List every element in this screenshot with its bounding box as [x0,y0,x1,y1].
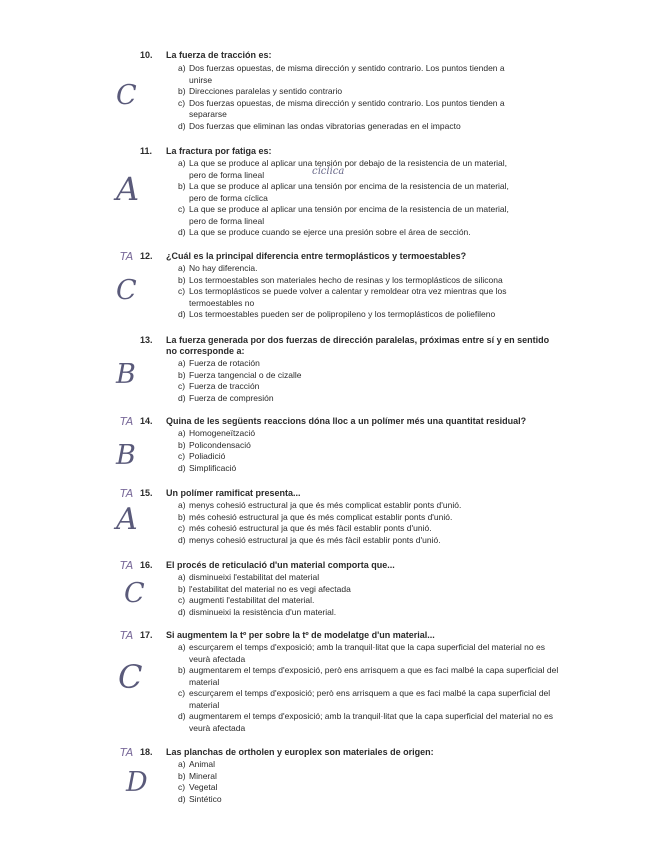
handwritten-answer: A [116,502,138,537]
margin-mark: TA [120,250,134,263]
question-number: 16. [140,560,153,570]
option-a: a) Animal [178,759,215,769]
options-list [178,572,528,618]
option-b: b) Policondensació [178,439,251,450]
option-c: c) Los termoplásticos se puede volver a calentar y remoldear otra vez mientras que los termoestables no [178,286,507,308]
question-number: 11. [140,146,153,156]
option-d: d) La que se produce cuando se ejerce una presión sobre el área de sección. [178,227,471,237]
handwritten-answer: A [116,170,140,208]
handwritten-answer: B [116,440,136,471]
margin-mark: TA [120,746,134,759]
question-number: 14. [140,416,153,426]
handwritten-answer: C [118,658,143,696]
question-number: 17. [140,630,153,640]
option-c: c) més cohesió estructural ja que és més fàcil establir ponts d'unió. [178,523,432,533]
handwritten-answer: C [124,578,145,609]
question-number: 15. [140,488,153,498]
question-number: 10. [140,50,153,60]
handwritten-answer: B [116,359,136,390]
option-b: b) Fuerza tangencial o de cizalle [178,369,302,380]
option-b: b) augmentarem el temps d'exposició, però ens arrisquem a que es faci malbé la capa superficial del material [178,665,559,687]
option-a: a) Fuerza de rotación [178,358,260,368]
option-c: c) La que se produce al aplicar una tensión por encima de la resistencia de un material, pero de forma lineal [178,204,509,226]
margin-mark: TA [120,629,134,642]
question-number: 12. [140,251,153,261]
handwritten-answer: C [116,80,137,111]
question-text: Quina de les següents reaccions dóna lloc a un polímer més una quantitat residual? [166,416,527,426]
question-text: La fuerza generada por dos fuerzas de dirección paralelas, próximas entre sí y en sentido no corresponde a: [166,335,550,356]
options-list [178,428,528,474]
option-b: b) Mineral [178,770,217,781]
option-d: d) Dos fuerzas que eliminan las ondas vibratorias generadas en el impacto [178,120,461,131]
option-a: a) menys cohesió estructural ja que és més complicat establir ponts d'unió. [178,500,462,510]
option-d: d) disminueixi la resistència d'un material. [178,606,337,617]
option-a: a) No hay diferencia. [178,263,258,273]
option-b: b) Los termoestables son materiales hecho de resinas y los termoplásticos de silicona [178,274,503,285]
option-b: b) La que se produce al aplicar una tensión por encima de la resistencia de un material, pero de forma cíclica [178,181,509,203]
option-c: c) augmenti l'estabilitat del material. [178,595,315,605]
options-list [178,263,528,321]
question-text: ¿Cuál es la principal diferencia entre termoplásticos y termoestables? [166,251,467,261]
option-d: d) augmentarem el temps d'exposició; amb la tranquil·litat que la capa superficial del material no es veurà afectada [178,711,554,733]
option-c: c) Poliadició [178,451,226,461]
options-list [178,63,528,132]
question-text: La fractura por fatiga es: [166,146,272,156]
question-text: Un polímer ramificat presenta... [166,488,301,498]
option-d: d) menys cohesió estructural ja que és més fàcil establir ponts d'unió. [178,534,441,545]
option-a: a) Homogeneïtzació [178,428,256,438]
question-text: Si augmentem la tº per sobre la tº de modelatge d'un material... [166,630,435,640]
option-a: a) Dos fuerzas opuestas, de misma dirección y sentido contrario. Los puntos tienden a unirse [178,63,505,85]
handwritten-answer: D [126,767,148,798]
margin-mark: TA [120,415,134,428]
option-c: c) Fuerza de tracción [178,381,260,391]
option-c: c) Dos fuerzas opuestas, de misma dirección y sentido contrario. Los puntos tienden a separarse [178,97,505,119]
option-a: a) disminueixi l'estabilitat del material [178,572,320,582]
option-a: a) La que se produce al aplicar una tensión por debajo de la resistencia de un material, pero de forma lineal [178,158,508,180]
option-a: a) escurçarem el temps d'exposició; amb la tranquil·litat que la capa superficial del material no es veurà afectada [178,642,545,664]
question-text: Las planchas de ortholen y europlex son materiales de origen: [166,747,434,757]
handwritten-note: cíclica [312,166,345,177]
question-text: La fuerza de tracción es: [166,50,272,60]
handwritten-answer: C [116,275,137,306]
option-c: c) Vegetal [178,782,218,792]
margin-mark: TA [120,487,134,500]
option-b: b) Direcciones paralelas y sentido contrario [178,86,343,96]
option-b: b) més cohesió estructural ja que és més complicat establir ponts d'unió. [178,511,453,522]
options-list [178,500,528,546]
margin-mark: TA [120,559,134,572]
options-list [178,358,528,404]
option-d: d) Simplificació [178,462,237,473]
options-list [178,642,559,734]
question-number: 18. [140,747,153,757]
option-c: c) escurçarem el temps d'exposició; però ens arrisquem a que es faci malbé la capa superficial del material [178,688,551,710]
question-text: El procés de reticulació d'un material comporta que... [166,560,395,570]
question-number: 13. [140,335,153,345]
options-list [178,158,528,239]
option-d: d) Fuerza de compresión [178,392,274,403]
option-d: d) Sintético [178,793,222,804]
options-list [178,759,528,805]
option-b: b) l'estabilitat del material no es vegi afectada [178,583,351,594]
option-d: d) Los termoestables pueden ser de polipropileno y los termoplásticos de poliefileno [178,309,496,319]
